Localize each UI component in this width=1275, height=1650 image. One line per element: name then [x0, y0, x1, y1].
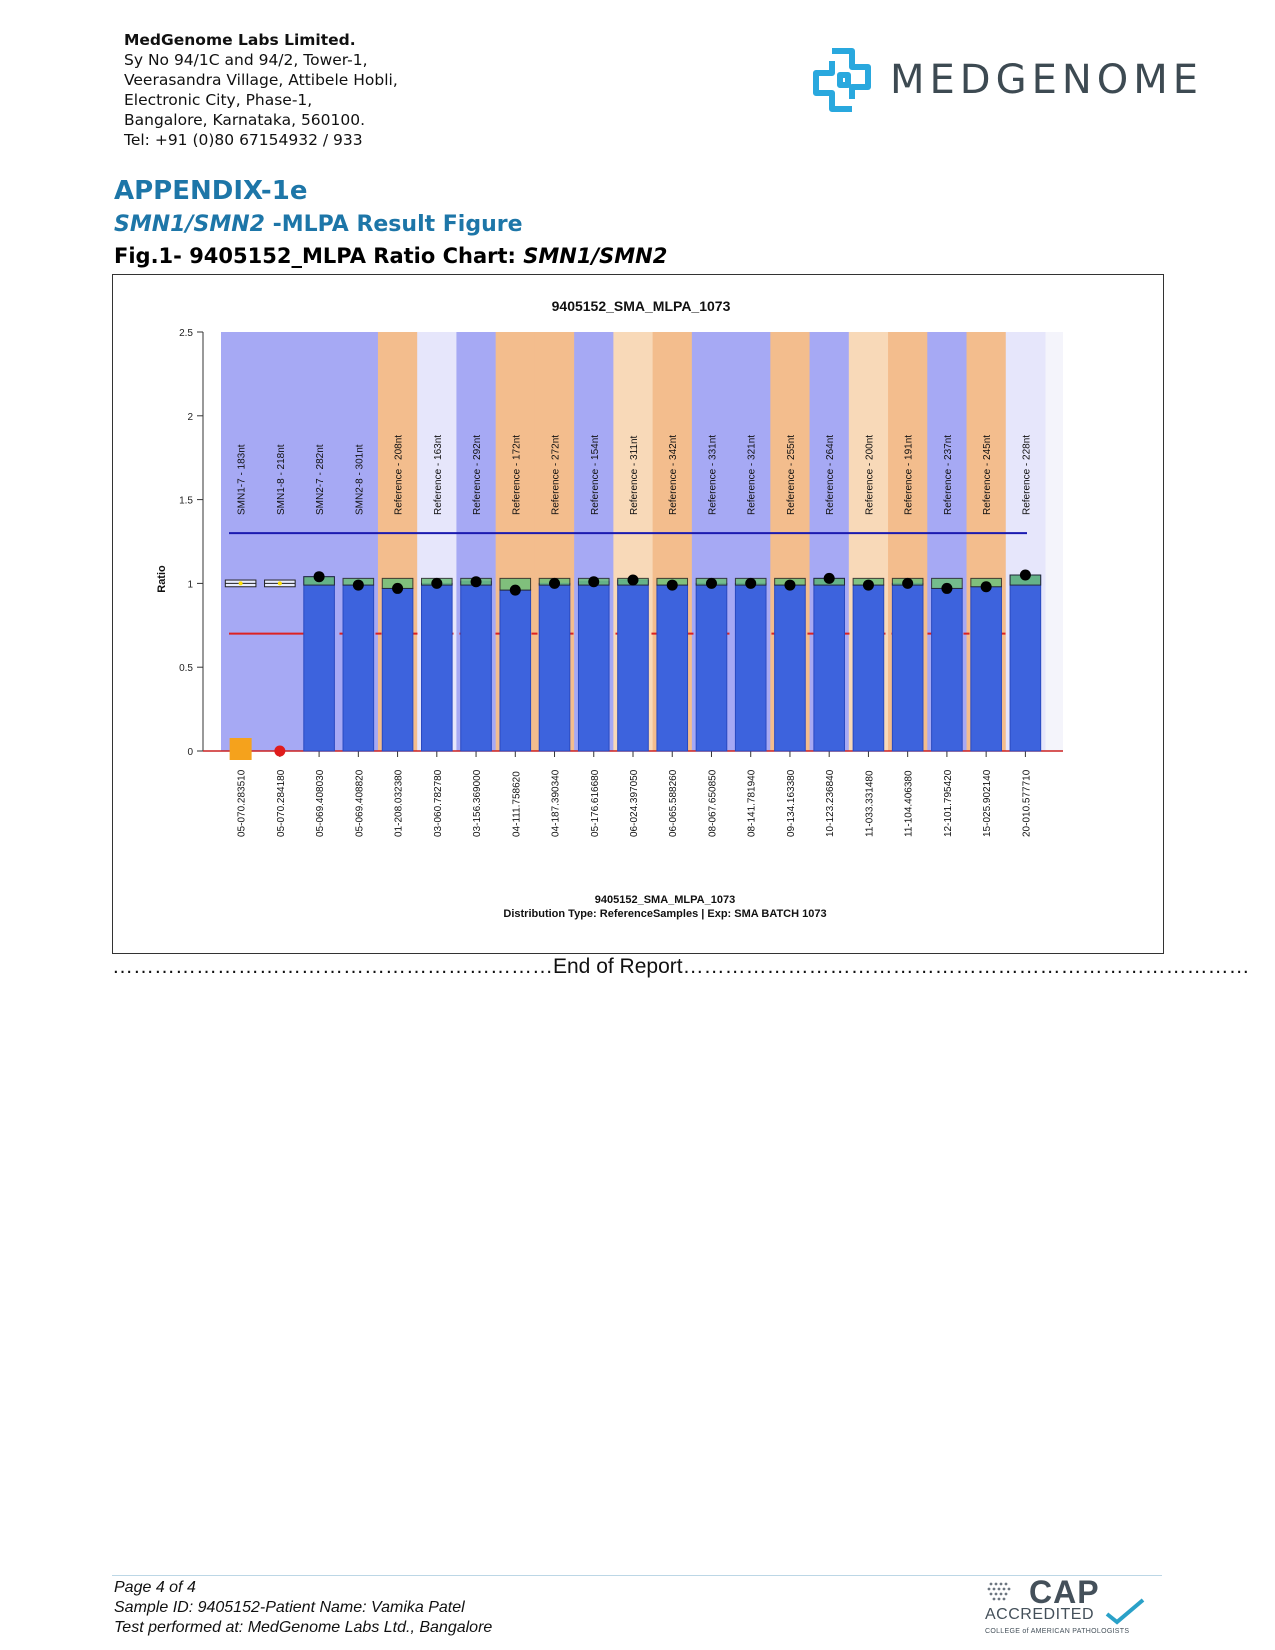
probe-name-label: SMN2-8 - 301nt: [354, 444, 366, 515]
probe-position-label: 15-025.902140: [982, 769, 994, 837]
ratio-dot: [824, 573, 835, 584]
ratio-dot: [431, 578, 442, 589]
chart-footer-line-2: Distribution Type: ReferenceSamples | Exp: SMA BATCH 1073: [503, 908, 827, 920]
cap-dots-icon: [985, 1578, 1025, 1608]
probe-position-label: 04-111.758620: [511, 771, 523, 837]
probe-name-label: Reference - 163nt: [432, 434, 444, 515]
ratio-bar: [618, 580, 649, 751]
ratio-bar: [304, 577, 335, 751]
appendix-subtitle: [114, 212, 523, 237]
probe-position-label: 20-010.577710: [1021, 769, 1033, 837]
ratio-bar: [461, 582, 492, 751]
ratio-bar: [814, 578, 845, 751]
ratio-dot: [784, 580, 795, 591]
probe-position-label: 12-101.795420: [942, 769, 954, 837]
footer-rule: [112, 1575, 1162, 1576]
ratio-dot: [667, 580, 678, 591]
zero-ratio-dot: [274, 746, 285, 757]
address-line-3: Electronic City, Phase-1,: [124, 91, 313, 109]
zero-ratio-square: [230, 738, 252, 760]
cap-accreditation-logo: [985, 1574, 1160, 1640]
ratio-dot: [745, 578, 756, 589]
y-tick-label: 2: [187, 411, 193, 423]
ratio-dot: [706, 578, 717, 589]
y-tick-label: 0: [187, 747, 193, 758]
ratio-bar: [539, 583, 570, 751]
probe-position-label: 06-024.397050: [629, 769, 640, 837]
ratio-dot: [392, 583, 403, 594]
figure-title-prefix: Fig.1- 9405152_MLPA Ratio Chart:: [114, 244, 524, 268]
probe-position-label: 03-060.782780: [432, 769, 444, 837]
address-line-1: Sy No 94/1C and 94/2, Tower-1,: [124, 51, 368, 69]
probe-name-label: Reference - 200nt: [864, 434, 876, 515]
ratio-bar: [343, 585, 374, 751]
probe-position-label: 08-067.650850: [707, 769, 719, 837]
logo-wordmark: MEDGENOME: [890, 57, 1204, 103]
reference-center-dot: [278, 581, 282, 585]
probe-position-label: 06-065.588260: [668, 769, 680, 837]
probe-name-label: Reference - 245nt: [982, 434, 994, 515]
ratio-bar: [657, 585, 688, 751]
checkmark-icon: [1105, 1598, 1145, 1626]
ratio-dot: [549, 578, 560, 589]
ratio-dot: [628, 575, 639, 586]
probe-position-label: 03-156.369000: [472, 769, 484, 837]
probe-position-label: 08-141.781940: [746, 769, 758, 837]
cap-accredited: ACCREDITED: [985, 1606, 1095, 1623]
probe-position-label: 10-123.236840: [825, 769, 837, 837]
probe-position-label: 05-070.284180: [275, 769, 287, 837]
ratio-dot: [863, 580, 874, 591]
y-tick-label: 1.5: [179, 495, 193, 507]
probe-position-label: 05-069.408820: [354, 769, 366, 837]
y-tick-label: 1: [187, 579, 193, 591]
probe-name-label: SMN1-8 - 218nt: [275, 444, 287, 515]
cap-wordmark: CAP: [1029, 1574, 1100, 1610]
y-tick-label: 2.5: [179, 328, 193, 339]
ratio-dot: [353, 580, 364, 591]
y-tick-label: 0.5: [179, 663, 193, 675]
ratio-dot: [1020, 570, 1031, 581]
test-location: Test performed at: MedGenome Labs Ltd., Bangalore: [114, 1619, 493, 1636]
ratio-bar: [932, 588, 963, 751]
ratio-bar: [735, 583, 766, 751]
probe-name-label: Reference - 172nt: [511, 434, 523, 515]
probe-name-label: SMN2-7 - 282nt: [315, 444, 327, 515]
probe-name-label: Reference - 191nt: [903, 434, 915, 515]
ratio-bar: [382, 588, 413, 751]
ratio-dot: [471, 576, 482, 587]
dots-left: ………………………………………………………: [112, 955, 553, 978]
address-line-4: Bangalore, Karnataka, 560100.: [124, 111, 366, 129]
sample-id: Sample ID: 9405152-Patient Name: Vamika Patel: [114, 1599, 465, 1616]
ratio-bar: [971, 587, 1002, 751]
subtitle-genes: SMN1/SMN2: [114, 212, 265, 237]
probe-name-label: SMN1-7 - 183nt: [236, 444, 248, 515]
probe-position-label: 05-069.408030: [315, 769, 327, 837]
ratio-dot: [902, 578, 913, 589]
probe-position-label: 05-176.616680: [589, 769, 601, 837]
figure-title-genes: SMN1/SMN2: [523, 244, 668, 268]
probe-name-label: Reference - 264nt: [825, 434, 837, 515]
cap-college-name: COLLEGE of AMERICAN PATHOLOGISTS: [985, 1628, 1130, 1635]
reference-center-dot: [239, 581, 243, 585]
ratio-bar: [775, 585, 806, 751]
probe-name-label: Reference - 255nt: [785, 434, 797, 515]
ratio-dot: [588, 576, 599, 587]
probe-position-label: 09-134.163380: [785, 769, 797, 837]
ratio-dot: [314, 571, 325, 582]
page-number: Page 4 of 4: [114, 1579, 196, 1596]
page-footer: [114, 1578, 492, 1638]
subtitle-text: -MLPA Result Figure: [264, 212, 523, 237]
probe-name-label: Reference - 331nt: [707, 434, 719, 515]
end-of-report-text: End of Report: [553, 955, 683, 978]
probe-position-label: 04-187.390340: [550, 769, 562, 837]
ratio-bar: [892, 583, 923, 751]
ratio-bar: [853, 585, 884, 751]
figure-title: [114, 244, 667, 268]
ratio-dot: [510, 585, 521, 596]
medgenome-logo: [812, 44, 1204, 116]
probe-name-label: Reference - 228nt: [1021, 434, 1033, 515]
y-axis-label: Ratio: [156, 565, 168, 593]
probe-name-label: Reference - 272nt: [550, 434, 562, 515]
medgenome-cross-icon: [812, 47, 872, 113]
appendix-title: APPENDIX-1e: [114, 176, 308, 206]
probe-band: [221, 332, 261, 751]
probe-name-label: Reference - 237nt: [942, 434, 954, 515]
dots-right: ………………………………………………………………………: [682, 955, 1250, 978]
probe-position-label: 11-104.406380: [903, 770, 915, 837]
mlpa-ratio-chart: [112, 274, 1164, 954]
ratio-bar: [500, 590, 531, 751]
probe-name-label: Reference - 208nt: [393, 434, 405, 515]
mlpa-chart-svg: [113, 275, 1163, 953]
company-name: MedGenome Labs Limited.: [124, 31, 356, 49]
ratio-dot: [941, 583, 952, 594]
probe-position-label: 11-033.331480: [864, 770, 876, 837]
address-line-5: Tel: +91 (0)80 67154932 / 933: [124, 131, 363, 149]
ratio-dot: [981, 581, 992, 592]
chart-title: 9405152_SMA_MLPA_1073: [551, 298, 731, 314]
ratio-bar: [1010, 575, 1041, 751]
end-of-report-line: [112, 955, 1250, 979]
probe-name-label: Reference - 321nt: [746, 434, 758, 515]
probe-name-label: Reference - 292nt: [472, 434, 484, 515]
address-line-2: Veerasandra Village, Attibele Hobli,: [124, 71, 398, 89]
probe-position-label: 01-208.032380: [393, 769, 405, 837]
probe-name-label: Reference - 154nt: [589, 434, 601, 515]
probe-name-label: Reference - 342nt: [668, 434, 680, 515]
ratio-bar: [696, 583, 727, 751]
chart-footer-line-1: 9405152_SMA_MLPA_1073: [594, 894, 736, 906]
probe-position-label: 05-070.283510: [236, 769, 248, 837]
probe-band: [260, 332, 300, 751]
probe-name-label: Reference - 311nt: [629, 435, 640, 515]
ratio-bar: [422, 583, 453, 751]
ratio-bar: [578, 582, 609, 751]
lab-address-block: [124, 30, 398, 150]
